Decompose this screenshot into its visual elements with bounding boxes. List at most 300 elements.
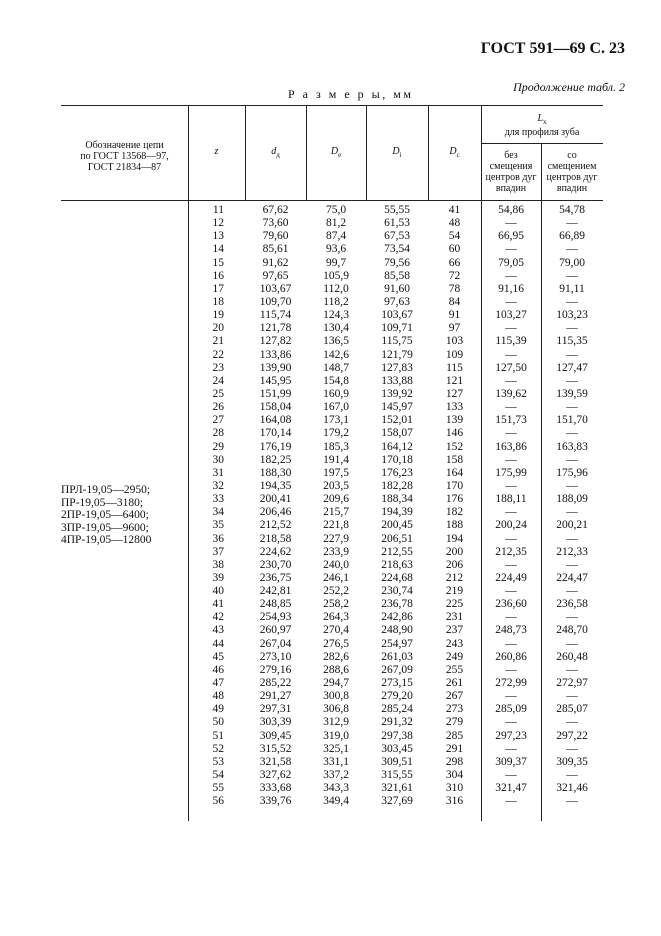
table-cell: 15	[212, 256, 224, 269]
header-without-shift: без смещения центров дуг впадин	[485, 150, 537, 194]
table-cell: 285,22	[259, 677, 292, 690]
table-cell: 109	[445, 348, 464, 361]
table-cell: 54,78	[559, 204, 585, 216]
table-cell: 42	[212, 611, 224, 624]
table-cell: 212,33	[556, 545, 588, 558]
table-cell: 212,52	[259, 519, 292, 532]
table-cell: 182	[445, 506, 464, 519]
table-row	[196, 572, 603, 585]
table-cell: 164	[445, 466, 464, 479]
table-cell: —	[566, 663, 578, 676]
table-cell: 29	[212, 440, 224, 453]
table-row	[196, 664, 603, 677]
header-bottom-border	[61, 200, 603, 201]
table-cell: 267,09	[381, 663, 413, 676]
table-cell: —	[566, 506, 578, 519]
table-cell: 312,9	[323, 716, 349, 729]
table-cell: 300,8	[323, 690, 349, 703]
table-cell: 291	[445, 742, 464, 755]
table-cell: 52	[212, 742, 224, 755]
table-cell: 142,6	[323, 348, 349, 361]
table-cell: 18	[212, 295, 224, 308]
table-cell: 19	[212, 309, 224, 322]
table-cell: 279,20	[381, 690, 413, 703]
table-cell: 151,70	[556, 414, 588, 427]
table-cell: 22	[212, 348, 224, 361]
table-cell: —	[505, 742, 517, 755]
table-cell: 252,2	[323, 585, 349, 598]
table-cell: —	[505, 769, 517, 782]
table-cell: 127,50	[495, 361, 527, 374]
table-cell: 41	[448, 204, 461, 216]
table-cell: —	[566, 374, 578, 387]
chain-designations: ПРЛ-19,05—2950; ПР-19,05—3180; 2ПР-19,05—6400; 3ПР-19,05—9600; 4ПР-19,05—12800	[61, 484, 152, 547]
table-cell: 264,3	[323, 611, 349, 624]
table-cell: 46	[212, 663, 224, 676]
table-cell: 97	[448, 322, 461, 335]
table-cell: 170	[445, 479, 464, 492]
table-row	[196, 782, 603, 795]
table-row	[196, 388, 603, 401]
table-row	[196, 716, 603, 729]
table-row	[196, 769, 603, 782]
table-cell: —	[505, 532, 517, 545]
table-cell: 297,23	[495, 729, 527, 742]
table-cell: —	[566, 322, 578, 335]
table-cell: 13	[212, 230, 224, 243]
table-cell: —	[505, 217, 517, 230]
table-cell: 349,4	[323, 795, 349, 808]
table-cell: 285	[445, 729, 464, 742]
table-cell: —	[505, 585, 517, 598]
table-row	[196, 257, 603, 270]
table-cell: 109,71	[381, 322, 413, 335]
table-cell: 175,96	[556, 466, 588, 479]
table-cell: 40	[212, 585, 224, 598]
table-cell: 309,45	[259, 729, 292, 742]
table-cell: 310	[445, 782, 464, 795]
table-cell: 282,6	[323, 650, 349, 663]
table-cell: 115,39	[495, 335, 527, 348]
table-cell: 285,24	[381, 703, 413, 716]
table-cell: 261	[445, 677, 464, 690]
table-cell: 158	[445, 453, 464, 466]
table-cell: —	[566, 295, 578, 308]
table-cell: 321,46	[556, 782, 588, 795]
table-cell: —	[566, 558, 578, 571]
table-cell: 285,09	[495, 703, 527, 716]
table-cell: 230,74	[381, 585, 413, 598]
table-row	[196, 480, 603, 493]
table-cell: 50	[212, 716, 224, 729]
table-row	[196, 756, 603, 769]
table-cell: 81,2	[325, 217, 347, 230]
table-row	[196, 309, 603, 322]
table-cell: —	[505, 269, 517, 282]
table-row	[196, 204, 603, 217]
table-cell: 236,78	[381, 598, 413, 611]
table-cell: 279,16	[259, 663, 292, 676]
table-row	[196, 362, 603, 375]
table-cell: 139	[445, 414, 464, 427]
table-row	[196, 441, 603, 454]
table-cell: 255	[445, 663, 464, 676]
table-cell: —	[566, 690, 578, 703]
table-cell: 175,99	[495, 466, 527, 479]
table-cell: 224,49	[495, 571, 527, 584]
table-cell: 167,0	[323, 401, 349, 414]
table-cell: 236,75	[259, 571, 292, 584]
table-cell: 55,55	[384, 204, 410, 216]
table-cell: 36	[212, 532, 224, 545]
table-cell: 273	[445, 703, 464, 716]
table-cell: 173,1	[323, 414, 349, 427]
table-cell: —	[566, 532, 578, 545]
table-cell: 315,55	[381, 769, 413, 782]
table-cell: 72	[448, 269, 461, 282]
table-cell: 200,21	[556, 519, 588, 532]
table-cell: 285,07	[556, 703, 588, 716]
table-row	[196, 730, 603, 743]
table-cell: 20	[212, 322, 224, 335]
table-cell: 327,69	[381, 795, 413, 808]
table-row	[196, 795, 603, 808]
table-cell: 297,31	[259, 703, 292, 716]
table-cell: —	[566, 401, 578, 414]
table-cell: 248,90	[381, 624, 413, 637]
table-cell: 236,60	[495, 598, 527, 611]
table-cell: 84	[448, 295, 461, 308]
table-row	[196, 454, 603, 467]
table-cell: 185,3	[323, 440, 349, 453]
table-cell: 148,7	[323, 361, 349, 374]
table-cell: 79,60	[262, 230, 289, 243]
header-De: $D_e$	[330, 146, 342, 159]
table-cell: 297,22	[556, 729, 588, 742]
table-cell: 236,58	[556, 598, 588, 611]
table-cell: 139,62	[495, 387, 527, 400]
table-cell: 105,9	[323, 269, 349, 282]
table-cell: 30	[212, 453, 224, 466]
table-cell: 224,47	[556, 571, 588, 584]
table-cell: 99,7	[325, 256, 347, 269]
table-cell: 191,4	[323, 453, 349, 466]
table-row	[196, 349, 603, 362]
table-cell: —	[566, 716, 578, 729]
table-cell: 79,56	[384, 256, 410, 269]
table-cell: 145,95	[259, 374, 292, 387]
table-cell: 87,4	[325, 230, 347, 243]
table-cell: 243	[445, 637, 464, 650]
table-cell: 145,97	[381, 401, 413, 414]
table-cell: 227,9	[323, 532, 349, 545]
table-cell: 279	[445, 716, 464, 729]
table-cell: 14	[212, 243, 224, 256]
table-caption: Р а з м е р ы, мм	[288, 87, 414, 101]
table-cell: 209,6	[323, 493, 349, 506]
table-cell: 309,51	[381, 755, 413, 768]
table-row	[196, 651, 603, 664]
table-cell: 91,16	[498, 282, 524, 295]
table-cell: 231	[445, 611, 464, 624]
table-cell: 66	[448, 256, 461, 269]
table-row	[196, 375, 603, 388]
table-cell: 248,85	[259, 598, 292, 611]
table-row	[196, 467, 603, 480]
table-cell: 85,61	[262, 243, 289, 256]
table-cell: —	[566, 348, 578, 361]
table-cell: 260,48	[556, 650, 588, 663]
table-continuation: Продолжение табл. 2	[513, 80, 625, 94]
table-cell: 188,34	[381, 493, 413, 506]
table-top-border	[61, 105, 603, 106]
table-cell: 200,24	[495, 519, 527, 532]
table-cell: 73,60	[262, 217, 289, 230]
table-row	[196, 611, 603, 624]
table-cell: 85,58	[384, 269, 410, 282]
table-row	[196, 624, 603, 637]
table-cell: 176,23	[381, 466, 413, 479]
table-row	[196, 533, 603, 546]
table-row	[196, 217, 603, 230]
table-cell: 164,12	[381, 440, 413, 453]
table-cell: 206	[445, 558, 464, 571]
table-cell: 67,53	[384, 230, 410, 243]
table-cell: 78	[448, 282, 461, 295]
table-row	[196, 546, 603, 559]
table-cell: 248,73	[495, 624, 527, 637]
table-cell: 45	[212, 650, 224, 663]
table-row	[196, 559, 603, 572]
table-cell: —	[505, 295, 517, 308]
table-cell: —	[566, 479, 578, 492]
table-cell: 103,67	[259, 282, 292, 295]
table-cell: 260,86	[495, 650, 527, 663]
table-cell: 212	[445, 571, 464, 584]
table-cell: 25	[212, 387, 224, 400]
table-cell: 49	[212, 703, 224, 716]
table-cell: 163,86	[495, 440, 527, 453]
table-cell: 219	[445, 585, 464, 598]
table-cell: 146	[445, 427, 464, 440]
table-cell: 343,3	[323, 782, 349, 795]
header-with-shift: со смещением центров дуг впадин	[546, 150, 598, 194]
table-cell: 270,4	[323, 624, 349, 637]
l-subheader-rule	[481, 143, 603, 144]
table-cell: 164,08	[259, 414, 292, 427]
table-cell: 309,37	[495, 755, 527, 768]
table-cell: 298	[445, 755, 464, 768]
table-cell: 33	[212, 493, 224, 506]
table-cell: 306,8	[323, 703, 349, 716]
table-cell: —	[505, 453, 517, 466]
table-cell: 203,5	[323, 479, 349, 492]
table-cell: 176,19	[259, 440, 292, 453]
table-cell: 73,54	[384, 243, 410, 256]
table-cell: —	[505, 348, 517, 361]
table-row	[196, 296, 603, 309]
table-cell: 212,55	[381, 545, 413, 558]
table-row	[196, 270, 603, 283]
table-row	[196, 427, 603, 440]
table-cell: 41	[212, 598, 224, 611]
header-L: $L_x$	[537, 113, 547, 126]
table-cell: 115,74	[259, 309, 292, 322]
table-cell: 200	[445, 545, 464, 558]
table-cell: 61,53	[384, 217, 410, 230]
table-cell: 136,5	[323, 335, 349, 348]
table-cell: 54	[212, 769, 224, 782]
table-cell: 139,92	[381, 387, 413, 400]
col-divider-1	[188, 105, 189, 821]
table-cell: 151,99	[259, 387, 292, 400]
header-dd: $d_д$	[271, 146, 280, 159]
table-cell: 197,5	[323, 466, 349, 479]
table-cell: 115,35	[556, 335, 588, 348]
table-cell: —	[505, 611, 517, 624]
table-cell: 139,90	[259, 361, 292, 374]
table-cell: —	[505, 558, 517, 571]
table-cell: 291,32	[381, 716, 413, 729]
table-cell: 97,65	[262, 269, 289, 282]
table-cell: 240,0	[323, 558, 349, 571]
table-cell: 249	[445, 650, 464, 663]
table-cell: 321,61	[381, 782, 413, 795]
table-cell: 176	[445, 493, 464, 506]
table-cell: 248,70	[556, 624, 588, 637]
table-cell: 291,27	[259, 690, 292, 703]
table-cell: 163,83	[556, 440, 588, 453]
table-cell: 51	[212, 729, 224, 742]
table-row	[196, 585, 603, 598]
table-cell: 103,27	[495, 309, 527, 322]
table-cell: 127,82	[259, 335, 292, 348]
table-cell: 182,25	[259, 453, 292, 466]
table-cell: 188,30	[259, 466, 292, 479]
table-cell: 103,23	[556, 309, 588, 322]
table-cell: 303,45	[381, 742, 413, 755]
table-cell: 267,04	[259, 637, 292, 650]
table-row	[196, 690, 603, 703]
table-cell: 54	[448, 230, 461, 243]
table-cell: 288,6	[323, 663, 349, 676]
table-cell: 200,45	[381, 519, 413, 532]
table-cell: 152,01	[381, 414, 413, 427]
table-cell: 224,62	[259, 545, 292, 558]
table-cell: —	[505, 374, 517, 387]
table-cell: 11	[212, 204, 224, 216]
table-cell: 188	[445, 519, 464, 532]
table-cell: 170,14	[259, 427, 292, 440]
table-cell: 225	[445, 598, 464, 611]
table-cell: 66,95	[498, 230, 524, 243]
table-cell: 121	[445, 374, 464, 387]
table-cell: 133,88	[381, 374, 413, 387]
table-cell: —	[505, 427, 517, 440]
table-cell: —	[566, 453, 578, 466]
table-cell: 118,2	[323, 295, 349, 308]
table-cell: 97,63	[384, 295, 410, 308]
table-cell: 38	[212, 558, 224, 571]
table-cell: 79,00	[559, 256, 585, 269]
table-cell: 321,47	[495, 782, 527, 795]
table-cell: 304	[445, 769, 464, 782]
table-cell: 294,7	[323, 677, 349, 690]
table-cell: 160,9	[323, 387, 349, 400]
table-cell: 246,1	[323, 571, 349, 584]
table-cell: —	[505, 663, 517, 676]
table-cell: —	[566, 769, 578, 782]
table-cell: 16	[212, 269, 224, 282]
table-cell: 327,62	[259, 769, 292, 782]
table-cell: 12	[212, 217, 224, 230]
table-cell: —	[505, 243, 517, 256]
table-cell: 303,39	[259, 716, 292, 729]
table-cell: 48	[448, 217, 461, 230]
header-profile: для профиля зуба	[504, 127, 580, 138]
table-cell: 337,2	[323, 769, 349, 782]
table-cell: —	[566, 585, 578, 598]
table-cell: 34	[212, 506, 224, 519]
table-row	[196, 519, 603, 532]
table-cell: 242,86	[381, 611, 413, 624]
table-cell: 200,41	[259, 493, 292, 506]
table-cell: 206,51	[381, 532, 413, 545]
table-cell: 79,05	[498, 256, 524, 269]
table-cell: 151,73	[495, 414, 527, 427]
table-cell: 258,2	[323, 598, 349, 611]
table-cell: 237	[445, 624, 464, 637]
table-cell: 221,8	[323, 519, 349, 532]
table-cell: 109,70	[259, 295, 292, 308]
table-cell: 133	[445, 401, 464, 414]
table-cell: 127	[445, 387, 464, 400]
table-cell: 43	[212, 624, 224, 637]
table-cell: 67,62	[262, 204, 289, 216]
table-cell: 55	[212, 782, 224, 795]
table-cell: 188,09	[556, 493, 588, 506]
table-cell: 297,38	[381, 729, 413, 742]
table-cell: 23	[212, 361, 224, 374]
table-cell: —	[566, 217, 578, 230]
table-cell: 47	[212, 677, 224, 690]
table-row	[196, 598, 603, 611]
table-cell: 28	[212, 427, 224, 440]
table-cell: 17	[212, 282, 224, 295]
table-cell: 91	[448, 309, 461, 322]
table-cell: 115,75	[381, 335, 413, 348]
table-cell: 206,46	[259, 506, 292, 519]
table-cell: 121,79	[381, 348, 413, 361]
table-cell: 39	[212, 571, 224, 584]
table-cell: 91,11	[559, 282, 585, 295]
table-cell: 331,1	[323, 755, 349, 768]
table-row	[196, 743, 603, 756]
page-header: ГОСТ 591—69 С. 23	[480, 40, 625, 57]
table-row	[196, 335, 603, 348]
table-cell: 91,60	[384, 282, 410, 295]
table-cell: 93,6	[325, 243, 347, 256]
table-cell: 325,1	[323, 742, 349, 755]
table-cell: 130,4	[323, 322, 349, 335]
table-cell: 194	[445, 532, 464, 545]
header-designation: Обозначение цепи по ГОСТ 13568—97, ГОСТ 21834—87	[80, 140, 169, 173]
table-cell: 54,86	[498, 204, 524, 216]
table-cell: 254,93	[259, 611, 292, 624]
table-cell: —	[566, 742, 578, 755]
table-cell: 309,35	[556, 755, 588, 768]
table-cell: —	[566, 427, 578, 440]
